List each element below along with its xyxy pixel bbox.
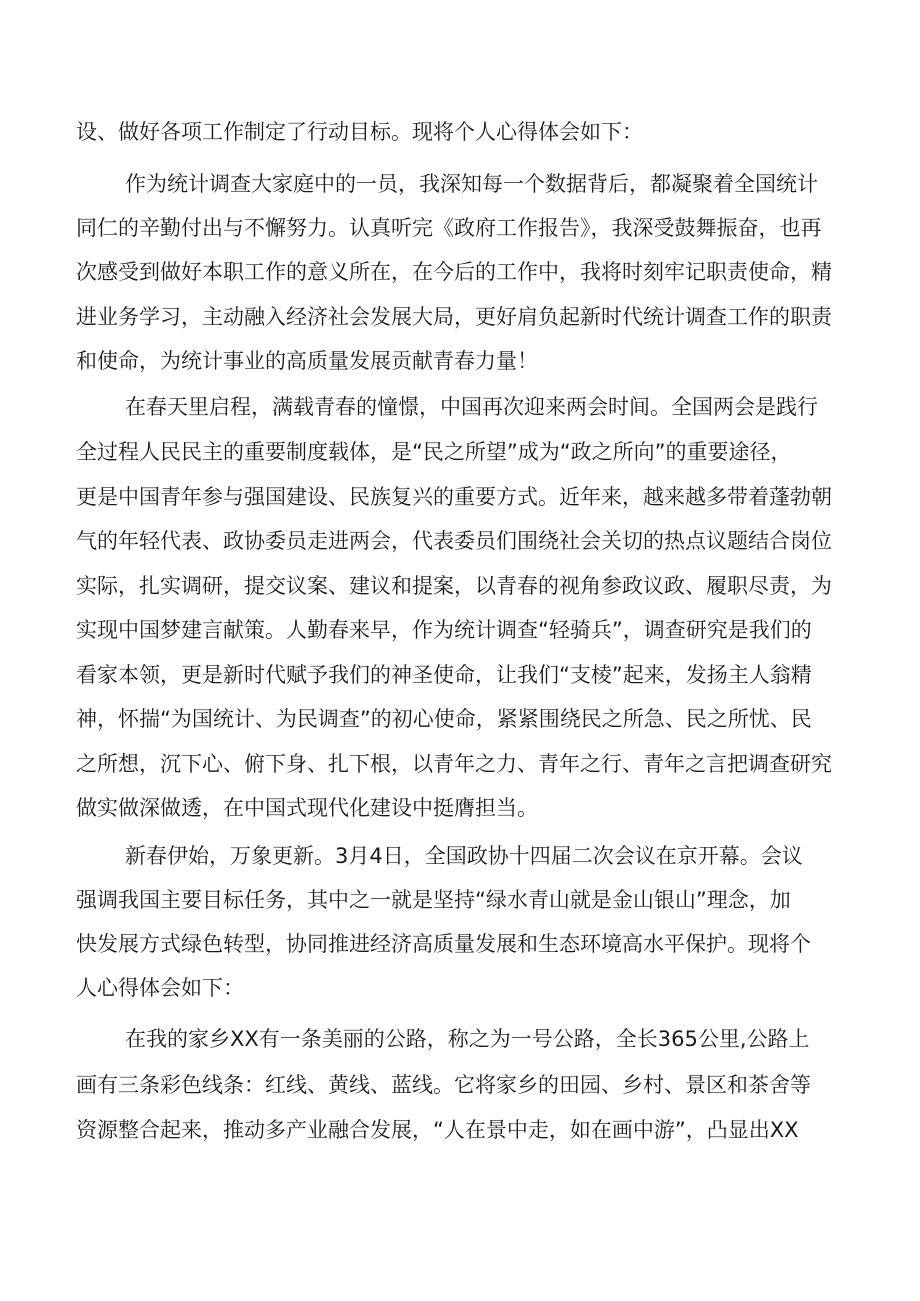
text-line: 全过程人民民主的重要制度载体，是“民之所望”成为“政之所向”的重要途径，: [76, 440, 792, 464]
text-line: 气的年轻代表、政协委员走进两会，代表委员们围绕社会关切的热点议题结合岗位: [76, 529, 832, 553]
text-line: 画有三条彩色线条：红线、黄线、蓝线。它将家乡的田园、乡村、景区和茶舍等: [76, 1073, 811, 1097]
paragraph-first-line: 作为统计调查大家庭中的一员，我深知每一个数据背后，都凝聚着全国统计: [125, 172, 818, 196]
text-line: 之所想，沉下心、俯下身、扎下根，以青年之力、青年之行、青年之言把调查研究: [76, 752, 832, 776]
text-line: 进业务学习，主动融入经济社会发展大局，更好肩负起新时代统计调查工作的职责: [76, 305, 832, 329]
text-line: 次感受到做好本职工作的意义所在，在今后的工作中，我将时刻牢记职责使命，精: [76, 260, 832, 284]
text-line: 和使命，为统计事业的高质量发展贡献青春力量！: [76, 349, 538, 373]
text-line: 资源整合起来，推动多产业融合发展，“人在景中走，如在画中游”，凸显出XX: [76, 1118, 799, 1142]
text-line: 同仁的辛勤付出与不懈努力。认真听完《政府工作报告》，我深受鼓舞振奋，也再: [76, 216, 822, 240]
text-line: 看家本领，更是新时代赋予我们的神圣使命，让我们“支棱”起来，发扬主人翁精: [76, 663, 812, 687]
paragraph-first-line: 新春伊始，万象更新。3月4日，全国政协十四届二次会议在京开幕。会议: [125, 844, 803, 868]
text-line: 实现中国梦建言献策。人勤春来早，作为统计调查“轻骑兵”，调查研究是我们的: [76, 618, 812, 642]
paragraph-first-line: 在春天里启程，满载青春的憧憬，中国再次迎来两会时间。全国两会是践行: [125, 395, 818, 419]
paragraph-first-line: 在我的家乡XX有一条美丽的公路，称之为一号公路，全长365公里,公路上: [125, 1027, 810, 1051]
text-line: 强调我国主要目标任务，其中之一就是坚持“绿水青山就是金山银山”理念，加: [76, 888, 791, 912]
text-line: 做实做深做透，在中国式现代化建设中挺膺担当。: [76, 796, 538, 820]
text-line: 设、做好各项工作制定了行动目标。现将个人心得体会如下：: [76, 120, 643, 144]
text-line: 快发展方式绿色转型，协同推进经济高质量发展和生态环境高水平保护。现将个: [76, 932, 811, 956]
text-line: 人心得体会如下：: [76, 976, 244, 1000]
text-line: 更是中国青年参与强国建设、民族复兴的重要方式。近年来，越来越多带着蓬勃朝: [76, 485, 832, 509]
text-line: 实际，扎实调研，提交议案、建议和提案，以青春的视角参政议政、履职尽责，为: [76, 574, 832, 598]
text-line: 神，怀揣“为国统计、为民调查”的初心使命，紧紧围绕民之所急、民之所忧、民: [76, 707, 812, 731]
